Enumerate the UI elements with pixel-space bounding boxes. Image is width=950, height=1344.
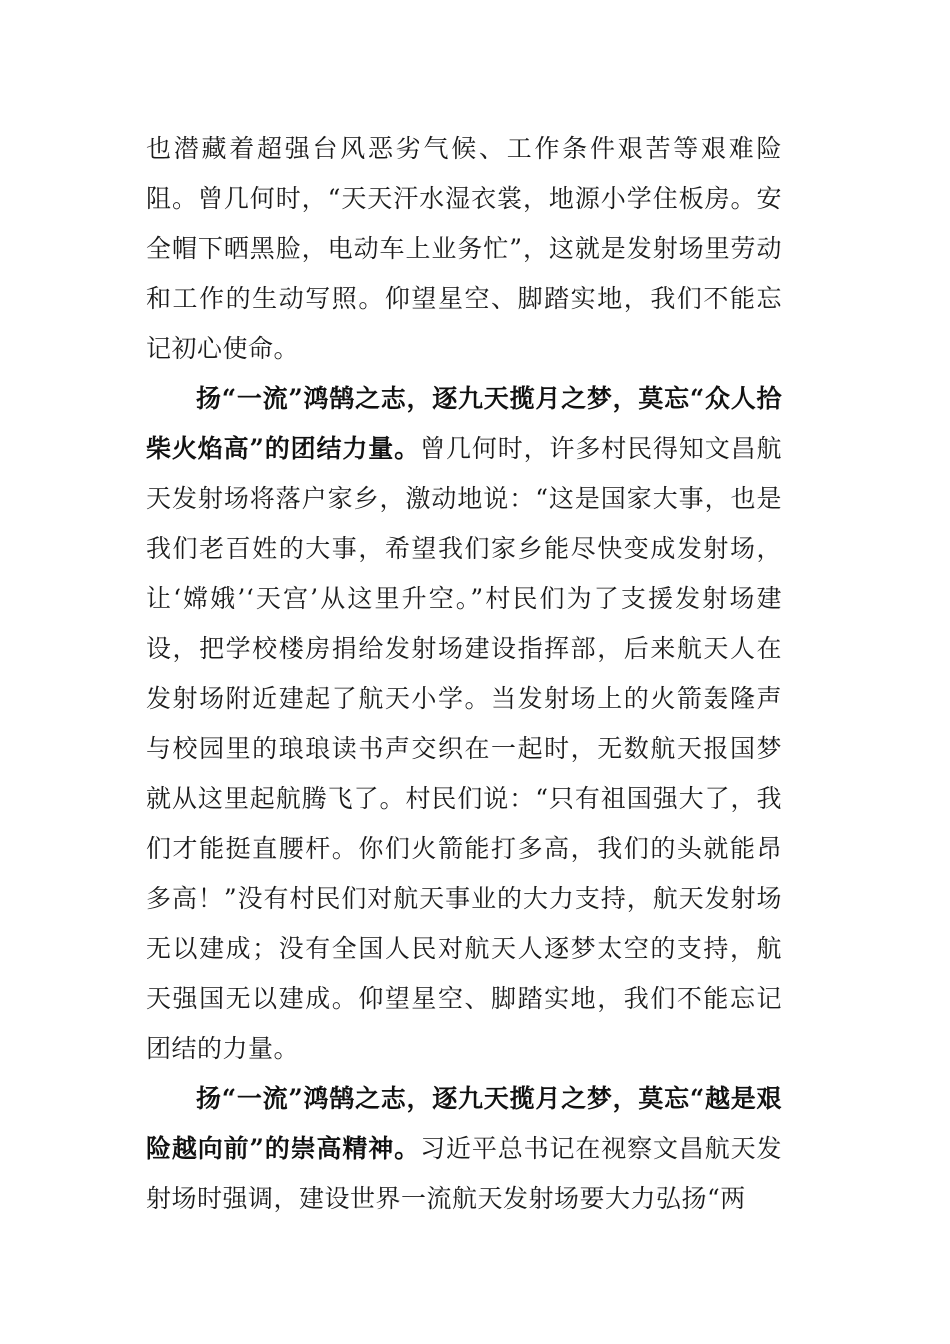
paragraph-3 <box>146 1074 782 1224</box>
paragraph-2-lead: 扬“一流”鸿鹄之志，逐九天揽月之梦，莫忘“众人拾柴火焰高”的团结力量。 <box>146 384 782 463</box>
paragraph-2 <box>146 374 782 1074</box>
paragraph-2-text: 曾几何时，许多村民得知文昌航天发射场将落户家乡，激动地说：“这是国家大事，也是我们老百姓的大事，希望我们家乡能尽快变成发射场，让‘嫦娥’‘天宫’从这里升空。”村民们为了支援发射场建设，把学校楼房捐给发射场建设指挥部，后来航天人在发射场附近建起了航天小学。当发射场上的火箭轰隆声与校园里的琅琅读书声交织在一起时，无数航天报国梦就从这里起航腾飞了。村民们说：“只有祖国强大了，我们才能挺直腰杆。你们火箭能打多高，我们的头就能昂多高！”没有村民们对航天事业的大力支持，航天发射场无以建成；没有全国人民对航天人逐梦太空的支持，航天强国无以建成。仰望星空、脚踏实地，我们不能忘记团结的力量。 <box>146 434 782 1063</box>
paragraph-3-text: 习近平总书记在视察文昌航天发射场时强调，建设世界一流航天发射场要大力弘扬“两 <box>146 1134 782 1213</box>
paragraph-3-lead: 扬“一流”鸿鹄之志，逐九天揽月之梦，莫忘“越是艰险越向前”的崇高精神。 <box>146 1084 782 1163</box>
paragraph-1 <box>146 124 782 374</box>
paragraph-1-text: 也潜藏着超强台风恶劣气候、工作条件艰苦等艰难险阻。曾几何时，“天天汗水湿衣裳，地源小学住板房。安全帽下晒黑脸，电动车上业务忙”，这就是发射场里劳动和工作的生动写照。仰望星空、脚踏实地，我们不能忘记初心使命。 <box>146 134 782 363</box>
document-body <box>146 124 782 1224</box>
